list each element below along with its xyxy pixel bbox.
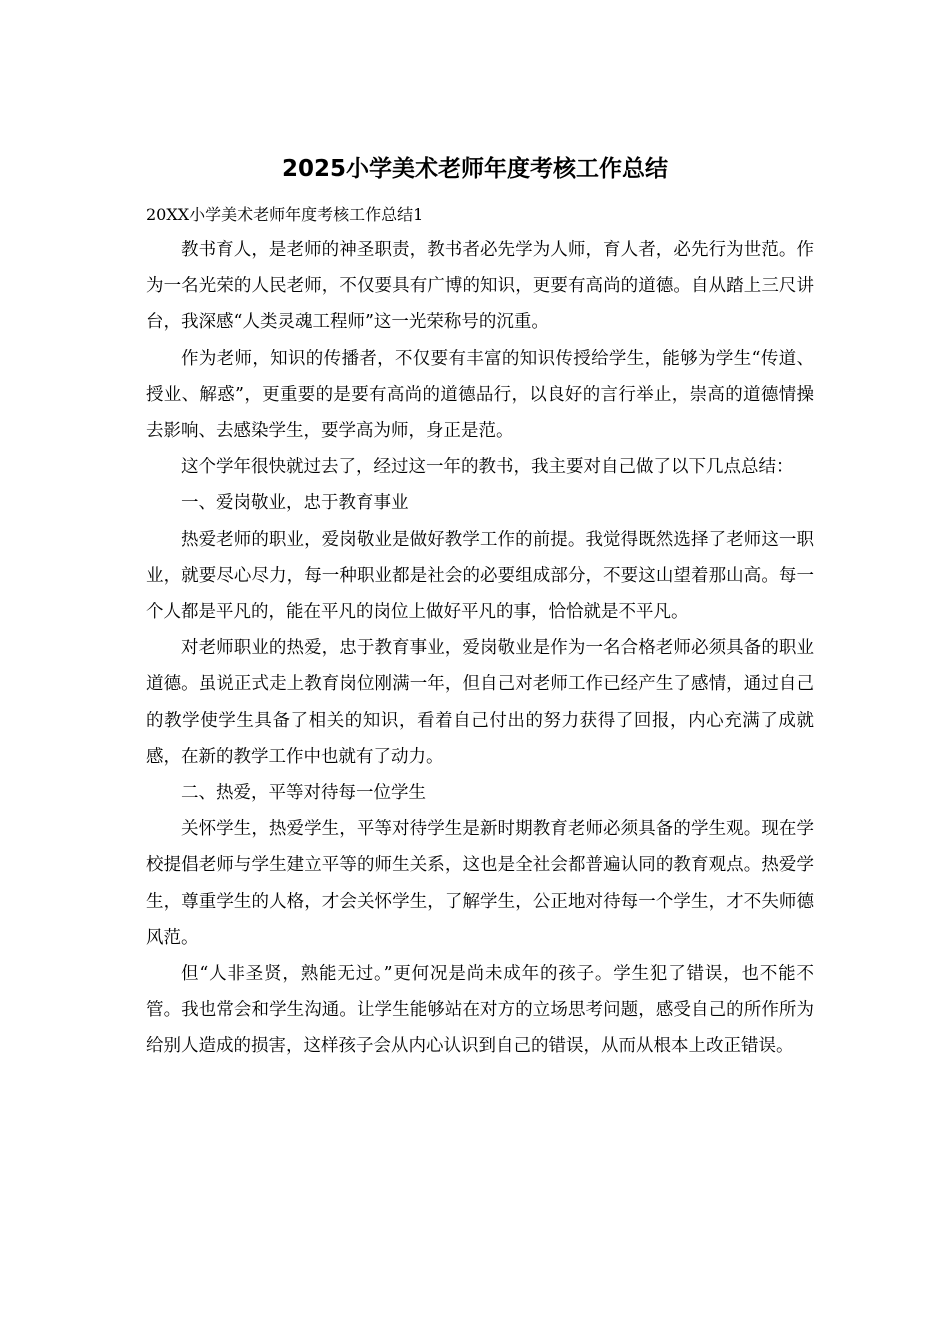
document-body	[146, 198, 814, 1065]
section-heading: 一、爱岗敬业，忠于教育事业	[181, 493, 409, 514]
paragraph: 热爱老师的职业，爱岗敬业是做好教学工作的前提。我觉得既然选择了老师这一职业，就要尽心尽力，每一种职业都是社会的必要组成部分，不要这山望着那山高。每一个人都是平凡的，能在平凡的岗位上做好平凡的事，恰恰就是不平凡。	[146, 529, 814, 623]
section-heading: 二、热爱，平等对待每一位学生	[181, 783, 426, 804]
paragraph: 这个学年很快就过去了，经过这一年的教书，我主要对自己做了以下几点总结：	[181, 457, 794, 478]
paragraph: 关怀学生，热爱学生，平等对待学生是新时期教育老师必须具备的学生观。现在学校提倡老师与学生建立平等的师生关系，这也是全社会都普遍认同的教育观点。热爱学生，尊重学生的人格，才会关怀学生，了解学生，公正地对待每一个学生，才不失师德风范。	[146, 819, 814, 948]
paragraph: 但“人非圣贤，熟能无过。”更何况是尚未成年的孩子。学生犯了错误，也不能不管。我也常会和学生沟通。让学生能够站在对方的立场思考问题，感受自己的所作所为给别人造成的损害，这样孩子会从内心认识到自己的错误，从而从根本上改正错误。	[146, 964, 814, 1057]
document-title: 2025小学美术老师年度考核工作总结	[281, 156, 668, 182]
paragraph: 作为老师，知识的传播者，不仅要有丰富的知识传授给学生，能够为学生“传道、授业、解惑”，更重要的是要有高尚的道德品行，以良好的言行举止，崇高的道德情操去影响、去感染学生，要学高为师，身正是范。	[146, 348, 814, 442]
paragraph: 对老师职业的热爱，忠于教育事业，爱岗敬业是作为一名合格老师必须具备的职业道德。虽说正式走上教育岗位刚满一年，但自己对老师工作已经产生了感情，通过自己的教学使学生具备了相关的知识，看着自己付出的努力获得了回报，内心充满了成就感，在新的教学工作中也就有了动力。	[146, 638, 814, 767]
document-subtitle: 20XX小学美术老师年度考核工作总结1	[146, 205, 424, 224]
paragraph: 教书育人，是老师的神圣职责，教书者必先学为人师，育人者，必先行为世范。作为一名光荣的人民老师，不仅要具有广博的知识，更要有高尚的道德。自从踏上三尺讲台，我深感“人类灵魂工程师”这一光荣称号的沉重。	[146, 240, 814, 333]
